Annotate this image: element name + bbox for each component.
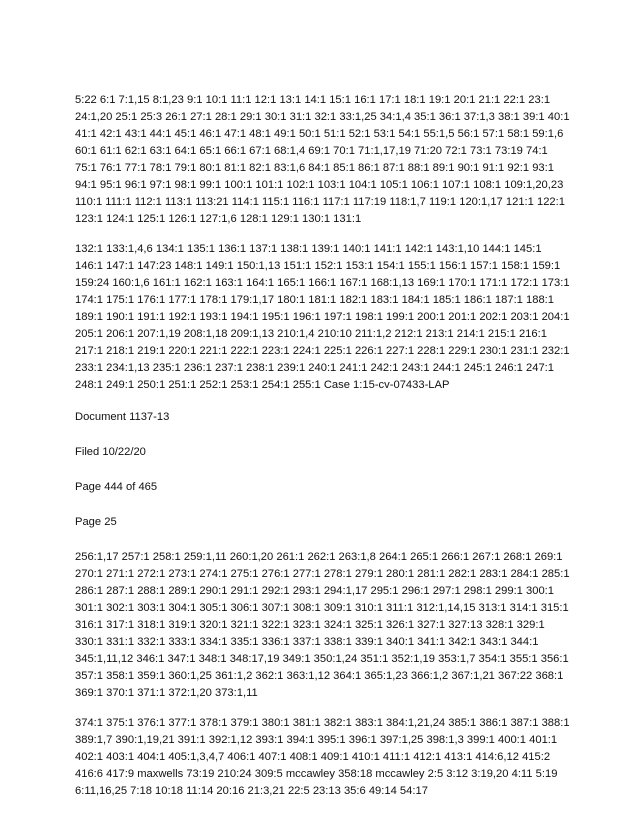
index-paragraph-1: 5:22 6:1 7:1,15 8:1,23 9:1 10:1 11:1 12:1 13:1 14:1 15:1 16:1 17:1 18:1 19:1 20:1 21:1 22:1 23:1 24:1,20 25:1 25:3 26:1 27:1 28:1 29:1 30:1 31:1 32:1 33:1,25 34:1,4 35:1 36:1 37:1,3 38:1 39:1 40:1 41:1 42:1 43:1 44:1 45:1 46:1 47:1 48:1 49:1 50:1 51:1 52:1 53:1 54:1 55:1,5 56:1 57:1 58:1 59:1,6 60:1 61:1 62:1 63:1 64:1 65:1 66:1 67:1 68:1,4 69:1 70:1 71:1,17,19 71:20 72:1 73:1 73:19 74:1 75:1 76:1 77:1 78:1 79:1 80:1 81:1 82:1 83:1,6 84:1 85:1 86:1 87:1 88:1 89:1 90:1 91:1 92:1 93:1 94:1 95:1 96:1 97:1 98:1 99:1 100:1 101:1 102:1 103:1 104:1 105:1 106:1 107:1 108:1 109:1,20,23 110:1 111:1 112:1 113:1 113:21 114:1 115:1 116:1 117:1 117:19 118:1,7 119:1 120:1,17 121:1 122:1 123:1 124:1 125:1 126:1 127:1,6 128:1 129:1 130:1 131:1 xyxy=(75,94,570,225)
filed-date: Filed 10/22/20 xyxy=(75,446,146,458)
index-paragraph-4: 374:1 375:1 376:1 377:1 378:1 379:1 380:1 381:1 382:1 383:1 384:1,21,24 385:1 386:1 387:1 388:1 389:1,7 390:1,19,21 391:1 392:1,12 393:1 394:1 395:1 396:1 397:1,25 398:1,3 399:1 400:1 401:1 402:1 403:1 404:1 405:1,3,4,7 406:1 407:1 408:1 409:1 410:1 411:1 412:1 413:1 414:6,12 415:2 416:6 417:9 maxwells 73:19 210:24 309:5 mccawley 358:18 mccawley 2:5 3:12 3:19,20 4:11 5:19 6:11,16,25 7:18 10:18 11:14 20:16 21:3,21 22:5 23:13 35:6 49:14 54:17 xyxy=(75,717,570,797)
document-number: Document 1137-13 xyxy=(75,411,170,423)
page-of-total: Page 444 of 465 xyxy=(75,481,158,493)
index-paragraph-3: 256:1,17 257:1 258:1 259:1,11 260:1,20 261:1 262:1 263:1,8 264:1 265:1 266:1 267:1 268:1 269:1 270:1 271:1 272:1 273:1 274:1 275:1 276:1 277:1 278:1 279:1 280:1 281:1 282:1 283:1 284:1 285:1 286:1 287:1 288:1 289:1 290:1 291:1 292:1 293:1 294:1,17 295:1 296:1 297:1 298:1 299:1 300:1 301:1 302:1 303:1 304:1 305:1 306:1 307:1 308:1 309:1 310:1 311:1 312:1,14,15 313:1 314:1 315:1 316:1 317:1 318:1 319:1 320:1 321:1 322:1 323:1 324:1 325:1 326:1 327:1 327:13 328:1 329:1 330:1 331:1 332:1 333:1 334:1 335:1 336:1 337:1 338:1 339:1 340:1 341:1 342:1 343:1 344:1 345:1,11,12 346:1 347:1 348:1 348:17,19 349:1 350:1,24 351:1 352:1,19 353:1,7 354:1 355:1 356:1 357:1 358:1 359:1 360:1,25 361:1,2 362:1 363:1,12 364:1 365:1,23 366:1,2 367:1,21 367:22 368:1 369:1 370:1 371:1 372:1,20 373:1,11 xyxy=(75,551,570,699)
index-paragraph-2: 132:1 133:1,4,6 134:1 135:1 136:1 137:1 138:1 139:1 140:1 141:1 142:1 143:1,10 144:1 145:1 146:1 147:1 147:23 148:1 149:1 150:1,13 151:1 152:1 153:1 154:1 155:1 156:1 157:1 158:1 159:1 159:24 160:1,6 161:1 162:1 163:1 164:1 165:1 166:1 167:1 168:1,13 169:1 170:1 171:1 172:1 173:1 174:1 175:1 176:1 177:1 178:1 179:1,17 180:1 181:1 182:1 183:1 184:1 185:1 186:1 187:1 188:1 189:1 190:1 191:1 192:1 193:1 194:1 195:1 196:1 197:1 198:1 199:1 200:1 201:1 202:1 203:1 204:1 205:1 206:1 207:1,19 208:1,18 209:1,13 210:1,4 210:10 211:1,2 212:1 213:1 214:1 215:1 216:1 217:1 218:1 219:1 220:1 221:1 222:1 223:1 224:1 225:1 226:1 227:1 228:1 229:1 230:1 231:1 232:1 233:1 234:1,13 235:1 236:1 237:1 238:1 239:1 240:1 241:1 242:1 243:1 244:1 245:1 246:1 247:1 248:1 249:1 250:1 251:1 252:1 253:1 254:1 255:1 Case 1:15-cv-07433-LAP xyxy=(75,243,570,391)
document-page xyxy=(75,92,570,813)
page-number: Page 25 xyxy=(75,516,117,528)
